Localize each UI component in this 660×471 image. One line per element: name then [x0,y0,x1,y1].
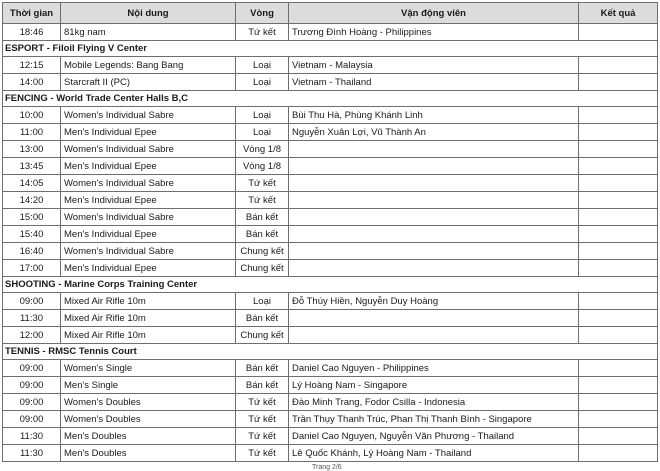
athletes-cell: Đỗ Thúy Hiền, Nguyễn Duy Hoàng [289,293,579,310]
round-cell: Loại [236,74,289,91]
header-content: Nội dung [61,3,236,24]
athletes-cell [289,260,579,277]
result-cell [579,124,658,141]
result-cell [579,310,658,327]
athletes-cell [289,243,579,260]
page-footer: Trang 2/6 [312,464,342,471]
athletes-cell: Lý Hoàng Nam - Singapore [289,377,579,394]
section-header [3,277,658,293]
header-time: Thời gian [3,3,61,24]
result-cell [579,428,658,445]
content-cell: Men's Doubles [61,445,236,462]
result-cell [579,293,658,310]
table-row [3,74,658,91]
round-cell: Vòng 1/8 [236,158,289,175]
round-cell: Tứ kết [236,175,289,192]
time-cell: 15:40 [3,226,61,243]
time-cell: 09:00 [3,360,61,377]
result-cell [579,243,658,260]
content-cell: Men's Individual Epee [61,192,236,209]
content-cell: Women's Individual Sabre [61,107,236,124]
round-cell: Loại [236,107,289,124]
result-cell [579,226,658,243]
table-row [3,158,658,175]
athletes-cell: Bùi Thu Hà, Phùng Khánh Linh [289,107,579,124]
athletes-cell: Daniel Cao Nguyen, Nguyễn Văn Phương - Thailand [289,428,579,445]
table-row [3,226,658,243]
section-header [3,344,658,360]
time-cell: 11:30 [3,428,61,445]
athletes-cell: Trần Thụy Thanh Trúc, Phan Thị Thanh Bình - Singapore [289,411,579,428]
time-cell: 16:40 [3,243,61,260]
round-cell: Vòng 1/8 [236,141,289,158]
athletes-cell [289,192,579,209]
table-row [3,24,658,41]
result-cell [579,260,658,277]
table-row [3,327,658,344]
round-cell: Tứ kết [236,24,289,41]
round-cell: Bán kết [236,209,289,226]
time-cell: 11:30 [3,310,61,327]
section-header [3,41,658,57]
round-cell: Bán kết [236,377,289,394]
content-cell: Men's Individual Epee [61,226,236,243]
content-cell: Women's Doubles [61,411,236,428]
table-row [3,243,658,260]
result-cell [579,158,658,175]
athletes-cell [289,158,579,175]
header-round: Vòng [236,3,289,24]
round-cell: Tứ kết [236,192,289,209]
content-cell: Men's Individual Epee [61,260,236,277]
schedule-body [3,24,658,462]
table-row [3,192,658,209]
content-cell: Women's Individual Sabre [61,209,236,226]
result-cell [579,74,658,91]
round-cell: Tứ kết [236,428,289,445]
section-title: TENNIS - RMSC Tennis Court [3,344,658,360]
content-cell: Women's Individual Sabre [61,175,236,192]
content-cell: Men's Single [61,377,236,394]
athletes-cell [289,327,579,344]
round-cell: Chung kết [236,327,289,344]
section-title: FENCING - World Trade Center Halls B,C [3,91,658,107]
round-cell: Bán kết [236,226,289,243]
content-cell: Women's Single [61,360,236,377]
table-row [3,175,658,192]
table-row [3,411,658,428]
header-athletes: Vận động viên [289,3,579,24]
time-cell: 18:46 [3,24,61,41]
time-cell: 15:00 [3,209,61,226]
content-cell: Women's Doubles [61,394,236,411]
round-cell: Tứ kết [236,394,289,411]
round-cell: Bán kết [236,360,289,377]
round-cell: Tứ kết [236,445,289,462]
round-cell: Loại [236,57,289,74]
time-cell: 11:00 [3,124,61,141]
athletes-cell [289,226,579,243]
result-cell [579,209,658,226]
time-cell: 14:05 [3,175,61,192]
time-cell: 09:00 [3,377,61,394]
table-row [3,360,658,377]
time-cell: 14:00 [3,74,61,91]
content-cell: Starcraft II (PC) [61,74,236,91]
schedule-table [2,2,658,462]
header-result: Kết quả [579,3,658,24]
round-cell: Loại [236,124,289,141]
table-row [3,310,658,327]
athletes-cell: Nguyễn Xuân Lợi, Vũ Thành An [289,124,579,141]
result-cell [579,327,658,344]
round-cell: Loại [236,293,289,310]
result-cell [579,394,658,411]
result-cell [579,360,658,377]
time-cell: 11:30 [3,445,61,462]
athletes-cell: Daniel Cao Nguyen - Philippines [289,360,579,377]
content-cell: Men's Individual Epee [61,158,236,175]
result-cell [579,175,658,192]
athletes-cell: Đào Minh Trang, Fodor Csilla - Indonesia [289,394,579,411]
time-cell: 09:00 [3,411,61,428]
time-cell: 13:00 [3,141,61,158]
result-cell [579,377,658,394]
table-row [3,124,658,141]
athletes-cell [289,310,579,327]
content-cell: Mixed Air Rifle 10m [61,293,236,310]
result-cell [579,141,658,158]
time-cell: 12:00 [3,327,61,344]
section-title: ESPORT - Filoil Flying V Center [3,41,658,57]
athletes-cell: Vietnam - Thailand [289,74,579,91]
table-row [3,107,658,124]
round-cell: Tứ kết [236,411,289,428]
table-row [3,141,658,158]
content-cell: Men's Individual Epee [61,124,236,141]
time-cell: 17:00 [3,260,61,277]
time-cell: 09:00 [3,293,61,310]
time-cell: 12:15 [3,57,61,74]
athletes-cell [289,209,579,226]
content-cell: Mixed Air Rifle 10m [61,327,236,344]
content-cell: Women's Individual Sabre [61,141,236,158]
result-cell [579,445,658,462]
result-cell [579,411,658,428]
result-cell [579,192,658,209]
round-cell: Chung kết [236,243,289,260]
header-row [3,3,658,24]
time-cell: 14:20 [3,192,61,209]
table-row [3,394,658,411]
content-cell: Mobile Legends: Bang Bang [61,57,236,74]
athletes-cell [289,141,579,158]
round-cell: Chung kết [236,260,289,277]
content-cell: Men's Doubles [61,428,236,445]
content-cell: Women's Individual Sabre [61,243,236,260]
table-row [3,260,658,277]
content-cell: 81kg nam [61,24,236,41]
time-cell: 10:00 [3,107,61,124]
table-row [3,377,658,394]
table-row [3,209,658,226]
round-cell: Bán kết [236,310,289,327]
section-header [3,91,658,107]
content-cell: Mixed Air Rifle 10m [61,310,236,327]
table-row [3,445,658,462]
athletes-cell: Trương Đình Hoàng - Philippines [289,24,579,41]
athletes-cell: Vietnam - Malaysia [289,57,579,74]
result-cell [579,57,658,74]
athletes-cell [289,175,579,192]
result-cell [579,24,658,41]
result-cell [579,107,658,124]
time-cell: 13:45 [3,158,61,175]
table-row [3,57,658,74]
table-row [3,293,658,310]
table-row [3,428,658,445]
section-title: SHOOTING - Marine Corps Training Center [3,277,658,293]
athletes-cell: Lê Quốc Khánh, Lý Hoàng Nam - Thailand [289,445,579,462]
time-cell: 09:00 [3,394,61,411]
